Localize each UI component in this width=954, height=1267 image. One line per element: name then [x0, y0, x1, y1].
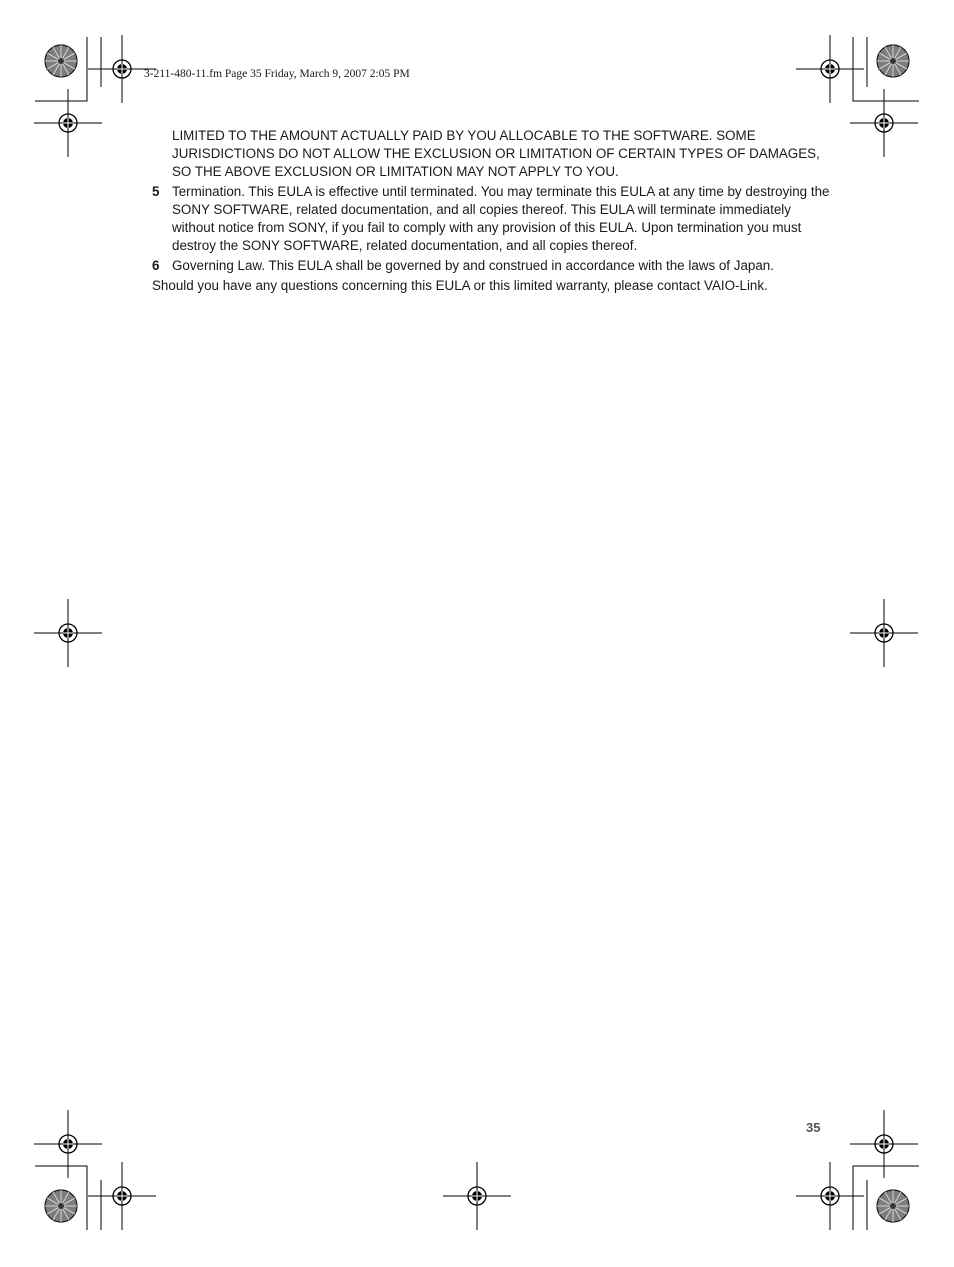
- eula-text: [152, 127, 832, 297]
- item-number: 5: [152, 184, 160, 199]
- item-number: 6: [152, 258, 160, 273]
- item-text: Termination. This EULA is effective until terminated. You may terminate this EULA at any time by destroying the SONY SOFTWARE, related documentation, and all copies thereof. This EULA will terminate immediately without notice from SONY, if you fail to comply with any provision of this EULA. Upon termination you must destroy the SONY SOFTWARE, related documentation, and all copies thereof.: [172, 184, 830, 253]
- page-number: 35: [806, 1120, 821, 1135]
- closing-paragraph: Should you have any questions concerning this EULA or this limited warranty, please contact VAIO-Link.: [152, 278, 768, 293]
- file-slug: 3-211-480-11.fm Page 35 Friday, March 9, 2007 2:05 PM: [144, 68, 410, 80]
- list-item-termination: [152, 183, 832, 255]
- list-item-governing-law: [152, 257, 832, 275]
- continuation-paragraph: LIMITED TO THE AMOUNT ACTUALLY PAID BY YOU ALLOCABLE TO THE SOFTWARE. SOME JURISDICTIONS DO NOT ALLOW THE EXCLUSION OR LIMITATION OF CERTAIN TYPES OF DAMAGES, SO THE ABOVE EXCLUSION OR LIMITATION MAY NOT APPLY TO YOU.: [172, 128, 820, 179]
- item-text: Governing Law. This EULA shall be governed by and construed in accordance with the laws of Japan.: [172, 258, 774, 273]
